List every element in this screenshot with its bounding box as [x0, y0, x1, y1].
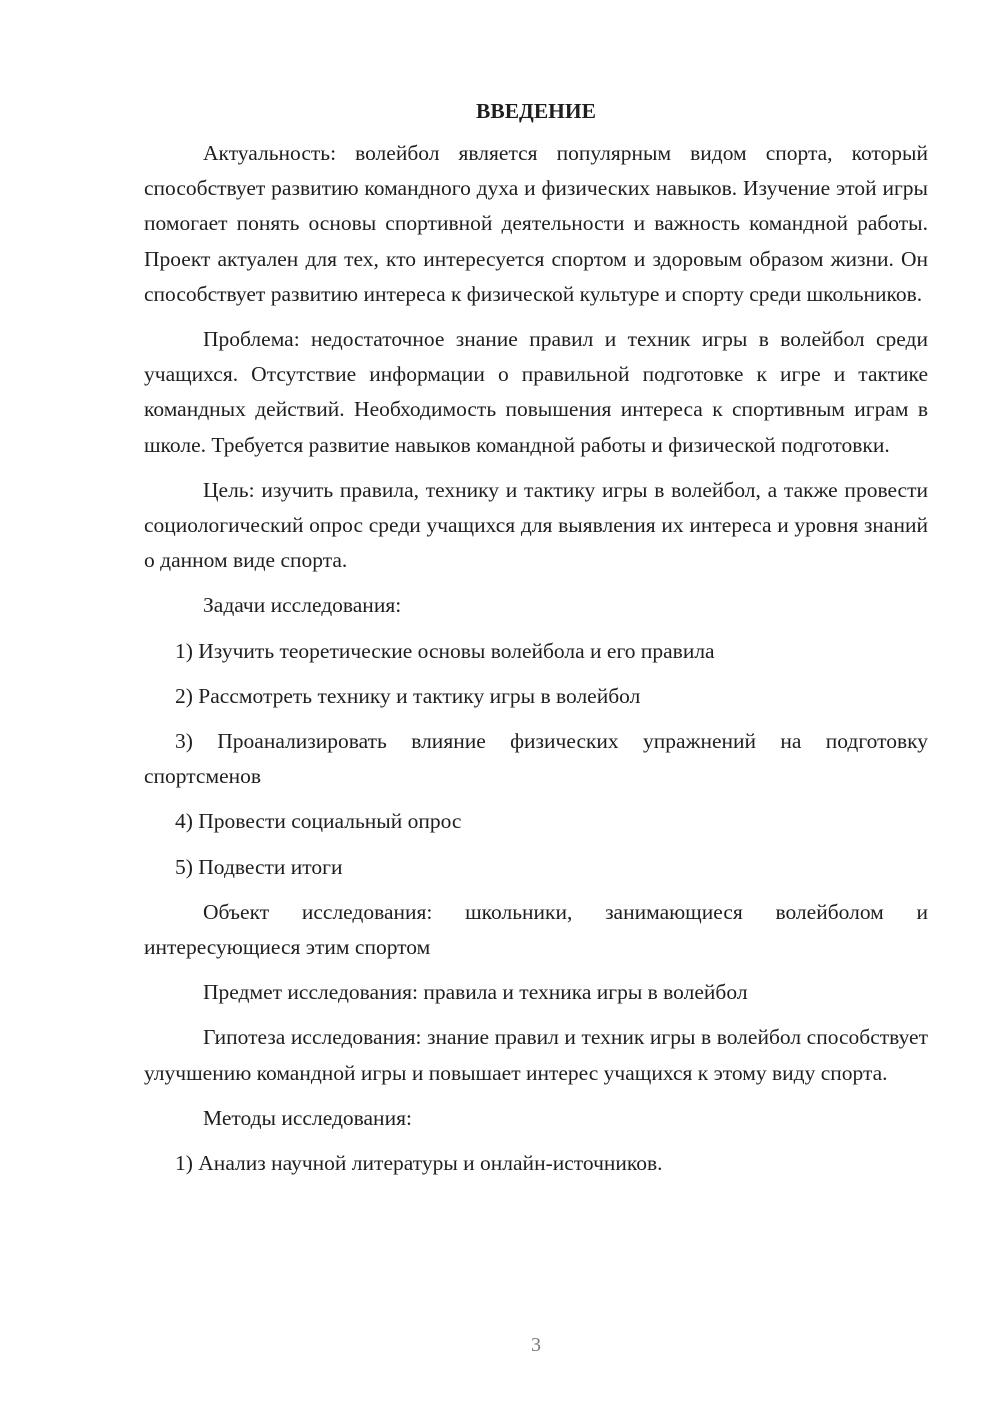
hypothesis-paragraph: Гипотеза исследования: знание правил и техник игры в волейбол способствует улучшению командной игры и повышает интерес учащихся к этому виду спорта.	[144, 1025, 928, 1085]
task-item-3: 3) Проанализировать влияние физических упражнений на подготовку спортсменов	[144, 729, 928, 789]
task-item-2: 2) Рассмотреть технику и тактику игры в волейбол	[175, 683, 641, 708]
page-number: 3	[531, 1334, 541, 1356]
document-page	[144, 96, 928, 1191]
section-title: ВВЕДЕНИЕ	[476, 99, 596, 123]
subject-paragraph: Предмет исследования: правила и техника игры в волейбол	[203, 980, 748, 1005]
task-item-5: 5) Подвести итоги	[175, 854, 343, 879]
methods-heading: Методы исследования:	[203, 1105, 412, 1130]
task-item-4: 4) Провести социальный опрос	[175, 809, 462, 834]
goal-paragraph: Цель: изучить правила, технику и тактику игры в волейбол, а также провести социологический опрос среди учащихся для выявления их интереса и уровня знаний о данном виде спорта.	[144, 477, 928, 573]
relevance-paragraph: Актуальность: волейбол является популярным видом спорта, который способствует развитию командного духа и физических навыков. Изучение этой игры помогает понять основы спортивной деятельности и важность командной работы. Проект актуален для тех, кто интересуется спортом и здоровым образом жизни. Он способствует развитию интереса к физической культуре и спорту среди школьников.	[144, 141, 928, 306]
object-paragraph: Объект исследования: школьники, занимающиеся волейболом и интересующиеся этим спортом	[144, 899, 928, 960]
method-item-1: 1) Анализ научной литературы и онлайн-источников.	[175, 1151, 663, 1176]
problem-paragraph: Проблема: недостаточное знание правил и техник игры в волейбол среди учащихся. Отсутствие информации о правильной подготовке к игре и тактике командных действий. Необходимость повышения интереса к спортивным играм в школе. Требуется развитие навыков командной работы и физической подготовки.	[144, 327, 928, 457]
tasks-heading: Задачи исследования:	[203, 593, 402, 618]
task-item-1: 1) Изучить теоретические основы волейбола и его правила	[175, 638, 715, 663]
